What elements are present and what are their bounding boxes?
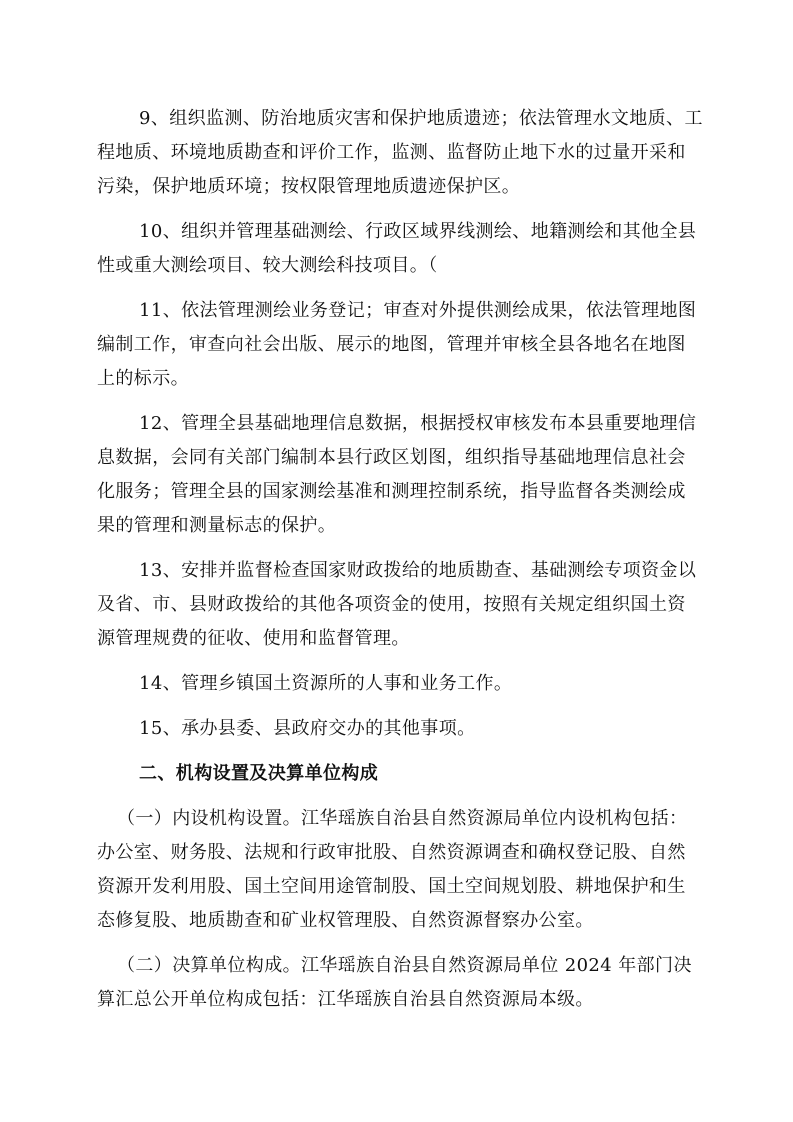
paragraph-item-11: 11、依法管理测绘业务登记；审查对外提供测绘成果，依法管理地图编制工作，审查向社会出版、展示的地图，管理并审核全县各地名在地图上的标示。 xyxy=(97,300,697,389)
paragraph-item-14: 14、管理乡镇国土资源所的人事和业务工作。 xyxy=(139,673,513,694)
subsection-internal-structure: （一）内设机构设置。江华瑶族自治县自然资源局单位内设机构包括：办公室、财务股、法规和行政审批股、自然资源调查和确权登记股、自然资源开发利用股、国土空间用途管制股、国土空间规划股、耕地保护和生态修复股、地质勘查和矿业权管理股、自然资源督察办公室。 xyxy=(97,808,688,931)
paragraph-item-9: 9、组织监测、防治地质灾害和保护地质遗迹；依法管理水文地质、工程地质、环境地质勘查和评价工作，监测、监督防止地下水的过量开采和污染，保护地质环境；按权限管理地质遗迹保护区。 xyxy=(97,108,703,197)
paragraph-item-10: 10、组织并管理基础测绘、行政区域界线测绘、地籍测绘和其他全县性或重大测绘项目、较大测绘科技项目。（ xyxy=(97,221,697,276)
section-heading: 二、机构设置及决算单位构成 xyxy=(139,763,379,784)
document-body xyxy=(97,102,703,1028)
paragraph-item-13: 13、安排并监督检查国家财政拨给的地质勘查、基础测绘专项资金以及省、市、县财政拨给的其他各项资金的使用，按照有关规定组织国土资源管理规费的征收、使用和监督管理。 xyxy=(97,560,697,649)
subsection-accounting-units: （二）决算单位构成。江华瑶族自治县自然资源局单位 2024 年部门决算汇总公开单位构成包括：江华瑶族自治县自然资源局本级。 xyxy=(97,955,692,1010)
paragraph-item-12: 12、管理全县基础地理信息数据，根据授权审核发布本县重要地理信息数据，会同有关部门编制本县行政区划图，组织指导基础地理信息社会化服务；管理全县的国家测绘基准和测理控制系统，指导监督各类测绘成果的管理和测量标志的保护。 xyxy=(97,413,697,536)
paragraph-item-15: 15、承办县委、县政府交办的其他事项。 xyxy=(139,718,476,739)
